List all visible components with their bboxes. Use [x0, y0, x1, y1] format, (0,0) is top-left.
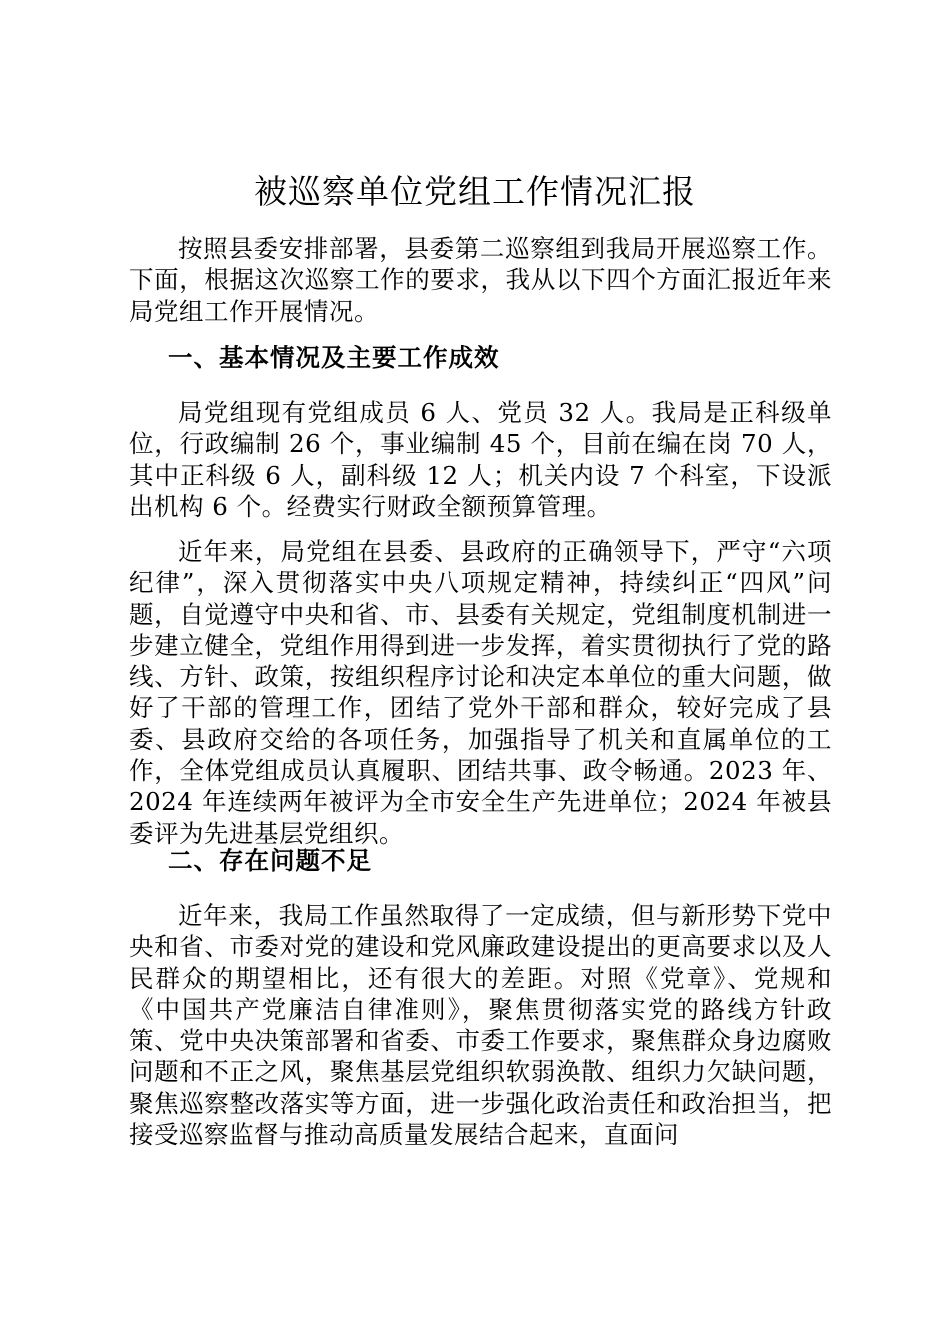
section2-paragraph-problems: 近年来，我局工作虽然取得了一定成绩，但与新形势下党中央和省、市委对党的建设和党风廉政建设提出的更高要求以及人民群众的期望相比，还有很大的差距。对照《党章》、党规和《中国共产党廉洁自律准则》，聚焦贯彻落实党的路线方针政策、党中央决策部署和省委、市委工作要求，聚焦群众身边腐败问题和不正之风，聚焦基层党组织软弱涣散、组织力欠缺问题，聚焦巡察整改落实等方面，进一步强化政治责任和政治担当，把接受巡察监督与推动高质量发展结合起来，直面问 — [129, 901, 832, 1150]
section-heading-problems: 二、存在问题不足 — [168, 846, 372, 875]
intro-paragraph: 按照县委安排部署，县委第二巡察组到我局开展巡察工作。下面，根据这次巡察工作的要求，我从以下四个方面汇报近年来局党组工作开展情况。 — [129, 234, 832, 326]
document-title: 被巡察单位党组工作情况汇报 — [254, 172, 696, 211]
section-heading-basic-situation: 一、基本情况及主要工作成效 — [168, 343, 500, 372]
section1-paragraph-achievements: 近年来，局党组在县委、县政府的正确领导下，严守“六项纪律”，深入贯彻落实中央八项规定精神，持续纠正“四风”问题，自觉遵守中央和省、市、县委有关规定，党组制度机制进一步建立健全，党组作用得到进一步发挥，着实贯彻执行了党的路线、方针、政策，按组织程序讨论和决定本单位的重大问题，做好了干部的管理工作，团结了党外干部和群众，较好完成了县委、县政府交给的各项任务，加强指导了机关和直属单位的工作，全体党组成员认真履职、团结共事、政令畅通。2023 年、2024 年连续两年被评为全市安全生产先进单位；2024 年被县委评为先进基层党组织。 — [129, 537, 832, 848]
section1-paragraph-staffing: 局党组现有党组成员 6 人、党员 32 人。我局是正科级单位，行政编制 26 个，事业编制 45 个，目前在编在岗 70 人，其中正科级 6 人，副科级 12 人；机关内设 7 个科室，下设派出机构 6 个。经费实行财政全额预算管理。 — [129, 398, 832, 521]
